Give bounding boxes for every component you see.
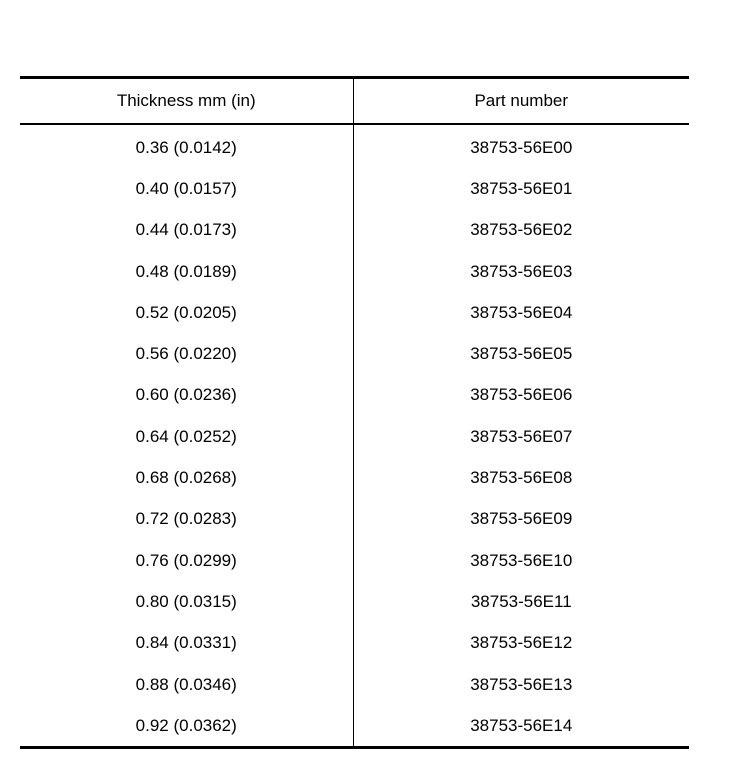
part-number-cell: 38753-56E09 (470, 509, 573, 529)
part-number-cell: 38753-56E05 (470, 344, 573, 364)
thickness-cell: 0.68 (0.0268) (20, 457, 353, 498)
table-row (20, 375, 689, 416)
table-row (20, 251, 689, 292)
part-number-cell: 38753-56E11 (470, 591, 572, 611)
part-number-cell: 38753-56E12 (470, 633, 573, 653)
thickness-cell: 0.84 (0.0331) (20, 623, 353, 664)
table-row (20, 124, 689, 168)
table-row (20, 623, 689, 664)
thickness-cell: 0.48 (0.0189) (20, 251, 353, 292)
thickness-cell: 0.76 (0.0299) (20, 540, 353, 581)
thickness-cell: 0.40 (0.0157) (20, 168, 353, 209)
part-number-cell: 38753-56E03 (470, 261, 573, 281)
table-row (20, 457, 689, 498)
table-row (20, 210, 689, 251)
shim-thickness-table (20, 76, 689, 749)
thickness-cell: 0.80 (0.0315) (20, 581, 353, 622)
thickness-cell: 0.64 (0.0252) (20, 416, 353, 457)
part-number-cell: 38753-56E00 (470, 137, 573, 157)
part-number-cell: 38753-56E07 (470, 426, 573, 446)
header-thickness: Thickness mm (in) (20, 78, 353, 125)
table-header (20, 78, 689, 125)
part-number-cell: 38753-56E10 (470, 550, 573, 570)
table-row (20, 705, 689, 748)
part-number-cell: 38753-56E01 (470, 178, 573, 198)
table-body (20, 124, 689, 748)
thickness-cell: 0.36 (0.0142) (20, 124, 353, 168)
part-number-cell: 38753-56E02 (470, 220, 573, 240)
thickness-cell: 0.60 (0.0236) (20, 375, 353, 416)
table-row (20, 416, 689, 457)
thickness-cell: 0.44 (0.0173) (20, 210, 353, 251)
thickness-cell: 0.92 (0.0362) (20, 705, 353, 748)
part-number-cell: 38753-56E13 (470, 674, 573, 694)
header-row (20, 78, 689, 125)
thickness-cell: 0.72 (0.0283) (20, 499, 353, 540)
header-part-number: Part number (474, 91, 569, 110)
thickness-cell: 0.56 (0.0220) (20, 333, 353, 374)
table-row (20, 540, 689, 581)
shim-table-container (20, 76, 689, 749)
part-number-cell: 38753-56E06 (470, 385, 573, 405)
table-row (20, 581, 689, 622)
table-row (20, 333, 689, 374)
part-number-cell: 38753-56E04 (470, 302, 573, 322)
table-row (20, 292, 689, 333)
thickness-cell: 0.88 (0.0346) (20, 664, 353, 705)
table-row (20, 664, 689, 705)
part-number-cell: 38753-56E08 (470, 468, 573, 488)
thickness-cell: 0.52 (0.0205) (20, 292, 353, 333)
table-row (20, 499, 689, 540)
part-number-cell: 38753-56E14 (353, 705, 689, 748)
table-row (20, 168, 689, 209)
